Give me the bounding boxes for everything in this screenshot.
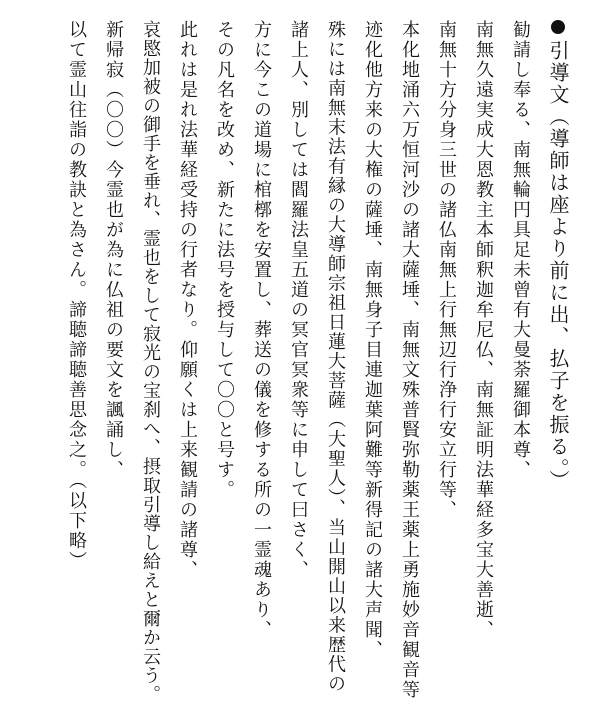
column-7: 諸上人、別しては閻羅法皇五道の冥官冥衆等に申して曰さく、 [288,20,309,580]
column-10: 此れは是れ法華経受持の行者なり。仰願くは上来観請の諸尊、 [177,20,198,580]
title-text: 引導文（導師は座より前に出、払子を振る。） [546,40,570,492]
column-8: 方に今この道場に棺槨を安置し、葬送の儀を修する所の一霊魂あり、 [251,20,272,640]
bullet-icon [551,20,565,34]
column-1: 勧請し奉る、南無輪円具足未曾有大曼荼羅御本尊、 [510,20,531,480]
column-6: 殊には南無末法有縁の大導師宗祖日蓮大菩薩（大聖人）、当山開山以来歴代の [325,20,346,694]
column-title [548,20,568,492]
column-13: 以て霊山往詣の教訣と為さん。諦聴諦聴善思念之。（以下略） [66,20,87,571]
column-12: 新帰寂（〇〇）今霊也が為に仏祖の要文を諷誦し、 [103,20,124,480]
column-3: 南無十方分身三世の諸仏南無上行無辺行浄行安立行等、 [436,20,457,520]
column-2: 南無久遠実成大恩教主本師釈迦牟尼仏、南無証明法華経多宝大善逝、 [473,20,494,640]
column-11: 哀愍加被の御手を垂れ、霊也をして寂光の宝刹へ、摂取引導し給えと爾か云う。 [140,20,161,704]
column-5: 迹化他方来の大権の薩埵、南無身子目連迦葉阿難等新得記の諸大声聞、 [362,20,383,660]
column-9: その凡名を改め、新たに法号を授与して〇〇と号す。 [214,20,235,500]
column-4: 本化地涌六万恒河沙の諸大薩埵、南無文殊普賢弥勒薬王薬上勇施妙音観音等 [399,20,420,700]
